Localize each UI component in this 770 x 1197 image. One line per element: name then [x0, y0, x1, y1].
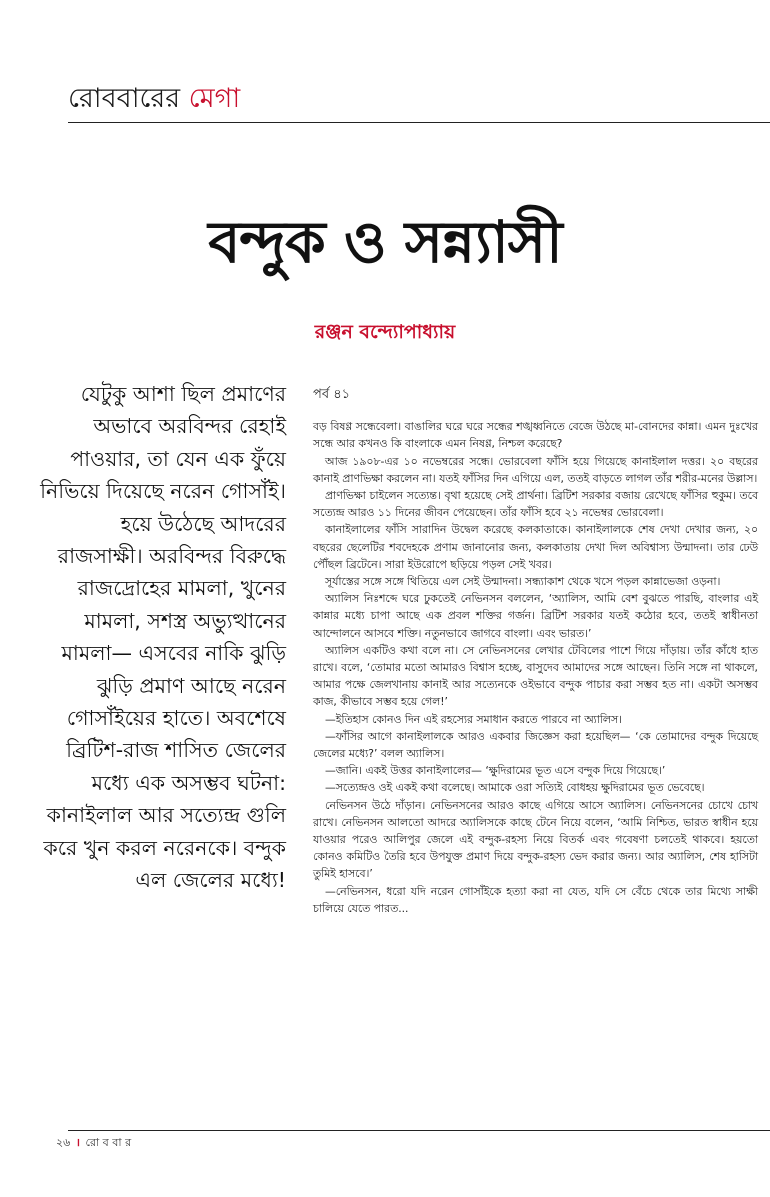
episode-label: পর্ব ৪১ — [313, 387, 351, 402]
magazine-name: রো ব বা র — [85, 1136, 132, 1149]
paragraph: প্রাণভিক্ষা চাইলেন সত্যেন্ত। বৃথা হয়েছে সেই প্রার্থনা। ব্রিটিশ সরকার বজায় রেখেছে ফাঁসির হুকুম। তবে সত্যেন্দ্র আরও ১১ দিনের জীবন পেয়েছেন। তাঁর ফাঁসি হবে ২১ নভেম্বর ভোরবেলা। — [313, 489, 758, 520]
pull-quote: যেটুকু আশা ছিল প্রমাণের অভাবে অরবিন্দর রেহাই পাওয়ার, তা যেন এক ফুঁয়ে নিভিয়ে দিয়েছে নরেন গোসাঁই। হয়ে উঠেছে আদরের রাজসাক্ষী। অরবিন্দর বিরুদ্ধে রাজদ্রোহের মামলা, খুনের মামলা, সশস্ত্র অভ্যুত্থানের মামলা— এসবের নাকি ঝুড়ি ঝুড়ি প্রমাণ আছে নরেন গোসাঁইয়ের হাতে। অবশেষে ব্রিটিশ-রাজ শাসিত জেলের মধ্যে এক অসম্ভব ঘটনা: কানাইলাল আর সত্যেন্দ্র গুলি করে খুন করল নরেনকে। বন্দুক এল জেলের মধ্যে! — [40, 382, 286, 893]
paragraph: নেভিনসন উঠে দাঁড়ান। নেভিনসনের আরও কাছে এগিয়ে আসে অ্যালিস। নেভিনসনের চোখে চোখ রাখে। নেভিনসন আলতো আদরে অ্যালিসকে কাছে টেনে নিয়ে বলেন, ‘আমি নিশ্চিত, ভারত স্বাধীন হয়ে যাওয়ার পরেও আলিপুর জেলে এই বন্দুক-রহস্য নিয়ে বিতর্ক এবং গবেষণা চলতেই থাকবে। হয়তো কোনও কমিটিও তৈরি হবে উপযুক্ত প্রমাণ দিয়ে বন্দুক-রহস্য ভেদ করার জন্য। আর অ্যালিস, শেষ হাসিটা তুমিই হাসবে।’ — [313, 798, 758, 881]
paragraph: —নেভিনসন, ধরো যদি নরেন গোসাঁইকে হত্যা করা না যেত, যদি সে বেঁচে থেকে তার মিথ্যে সাক্ষী চালিয়ে যেতে পারত... — [313, 884, 758, 915]
story-title: বন্দুক ও সন্ন্যাসী — [208, 208, 562, 276]
paragraph: কানাইলালের ফাঁসি সারাদিন উদ্বেল করেছে কলকাতাকে। কানাইলালকে শেষ দেখা দেখার জন্য, ২০ বছরের ছেলেটির শবদেহকে প্রণাম জানানোর জন্য, কলকাতায় দেখা দিল অবিশ্বাস্য উন্মাদনা। তার ঢেউ পৌঁছল ব্রিটেনে। সারা ইউরোপে ছড়িয়ে পড়ল সেই খবর। — [313, 523, 758, 571]
paragraph: —ইতিহাস কোনও দিন এই রহস্যের সমাধান করতে পারবে না অ্যালিস। — [325, 712, 622, 726]
paragraph: বড় বিষণ্ণ সন্ধেবেলা। বাঙালির ঘরে ঘরে সন্ধের শঙ্খধ্বনিতে বেজে উঠছে মা-বোনদের কান্না। এমন দুঃখের সন্ধে আর কখনও কি বাংলাকে এমন নিষণ্ণ, নিশ্চল করেছে? — [313, 420, 758, 451]
section-label-accent: মেগা — [188, 83, 241, 114]
page-number: ২৬ — [56, 1136, 71, 1149]
paragraph: —জানি। একই উত্তর কানাইলালের— ‘ক্ষুদিরামের ভূত এসে বন্দুক দিয়ে গিয়েছে।’ — [325, 764, 666, 778]
footer-separator: । — [75, 1136, 80, 1149]
paragraph: সূর্যাস্তের সঙ্গে সঙ্গে থিতিয়ে এল সেই উন্মাদনা। সন্ধ্যাকাশ থেকে খসে পড়ল কান্নাভেজা ওড়না। — [325, 575, 721, 589]
header-divider — [68, 122, 770, 123]
footer-divider — [68, 1130, 770, 1131]
paragraph: —সত্যেন্দ্রও ওই একই কথা বলেছে। আমাকে ওরা সত্যিই বোধহয় ক্ষুদিরামের ভূত ভেবেছে। — [325, 781, 705, 795]
paragraph: অ্যালিস নিঃশব্দে ঘরে ঢুকতেই নেভিনসন বললেন, ‘অ্যালিস, আমি বেশ বুঝতে পারছি, বাংলার এই কান্নার মধ্যে চাপা আছে এক প্রবল শক্তির গর্জন। ব্রিটিশ সরকার যতই কঠোর হবে, ততই স্বাধীনতা আন্দোলনে আসবে শক্তি। নতুনভাবে জাগবে বাংলা। এবং ভারত।’ — [313, 592, 758, 640]
paragraph: আজ ১৯০৮-এর ১০ নভেম্বরের সন্ধে। ভোরবেলা ফাঁসি হয়ে গিয়েছে কানাইলাল দত্তর। ২০ বছরের কানাই প্রাণভিক্ষা করলেন না। যতই ফাঁসির দিন এগিয়ে এল, ততই বাড়তে লাগল তাঁর শরীর-মনের উল্লাস। — [313, 454, 758, 485]
page-footer — [56, 1134, 131, 1153]
article-body — [313, 384, 758, 917]
section-label: রোববারের — [68, 83, 181, 114]
paragraph: অ্যালিস একটিও কথা বলে না। সে নেভিনসনের লেখার টেবিলের পাশে গিয়ে দাঁড়ায়। তাঁর কাঁধে হাত রাখে। বলে, ‘তোমার মতো আমারও বিশ্বাস হচ্ছে, বাসুদেব আমাদের সঙ্গে আছেন। তিনি সঙ্গে না থাকলে, আমার পক্ষে জেলখানায় কানাই আর সত্যেনকে ওইভাবে বন্দুক পাচার করা সম্ভব হত না। একটা অসম্ভব কাজ, কীভাবে সম্ভব হয়ে গেল!’ — [313, 643, 758, 709]
author-byline: রঞ্জন বন্দ্যোপাধ্যায় — [314, 321, 456, 343]
section-header — [68, 78, 240, 120]
paragraph: —ফাঁসির আগে কানাইলালকে আরও একবার জিজ্ঞেস করা হয়েছিল— ‘কে তোমাদের বন্দুক দিয়েছে জেলের মধ্যে?’ বলল অ্যালিস। — [313, 729, 758, 761]
